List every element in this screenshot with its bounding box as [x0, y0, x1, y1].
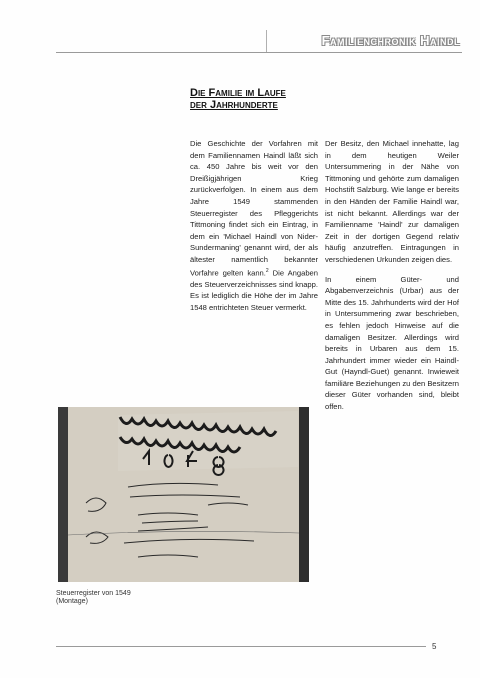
caption-line-1: Steuerregister von 1549: [56, 590, 131, 597]
footnote-marker: 2: [265, 267, 269, 274]
left-text-column: [190, 138, 318, 321]
page-number: 5: [432, 642, 437, 651]
caption-line-2: (Montage): [56, 598, 88, 605]
section-title-line-1: Die Familie im Laufe: [190, 87, 286, 99]
header-rule: [56, 52, 462, 53]
left-paragraph-1: [190, 138, 318, 313]
section-title-line-2: der Jahrhunderte: [190, 99, 278, 111]
footer-rule: [56, 646, 426, 647]
manuscript-illustration: [58, 407, 309, 582]
right-text-column: [325, 138, 459, 421]
right-paragraph-2: In einem Güter- und Abgabenverzeichnis (Urbar) aus der Mitte des 15. Jahrhunderts wird der Hof in Untersummering zwar beschrieben, es fehlen jedoch Hinweise auf die damaligen Besitzer. Allerdings wird bereits in Urbaren aus dem 15. Jahrhundert immer wieder ein Haindl-Gut (Hayndl-Guet) genannt. Inwieweit familiäre Beziehungen zu den Besitzern dieser Güter vorhanden sind, bleibt offen.: [325, 274, 459, 412]
section-title: [190, 87, 330, 111]
left-paragraph-1-text-b: Die Angaben des Steuerverzeichnisses sind knapp. Es ist lediglich die Höhe der im Jahre 1548 entrichteten Steuer vermerkt.: [190, 268, 318, 312]
figure-caption: [56, 590, 131, 606]
running-header: Familienchronik Haindl: [321, 33, 460, 48]
header-vertical-rule: [266, 30, 267, 52]
left-paragraph-1-text-a: Die Geschichte der Vorfahren mit dem Familiennamen Haindl läßt sich ca. 450 Jahre bis weit vor den Dreißigjährigen Krieg zurückverfolgen. In einem aus dem Jahre 1549 stammenden Steuerregister des Pfleggerichts Tittmoning findet sich ein Eintrag, in dem ein 'Michael Haindl von Nider-Sundermaning' genannt wird, der als ältester namentlich bekannter Vorfahre gelten kann.: [190, 139, 318, 278]
tax-register-image: [58, 407, 309, 582]
right-paragraph-1: Der Besitz, den Michael innehatte, lag in dem heutigen Weiler Untersummering in der Nähe von Tittmoning und gehörte zum damaligen Hochstift Salzburg. Wie lange er bereits in den Händen der Familie Haindl war, ist nicht bekannt. Allerdings war der Familienname 'Haindl' zur damaligen Zeit in der dortigen Gegend relativ häufig anzutreffen. Eintragungen in verschiedenen Urkunden zeigen dies.: [325, 139, 459, 264]
